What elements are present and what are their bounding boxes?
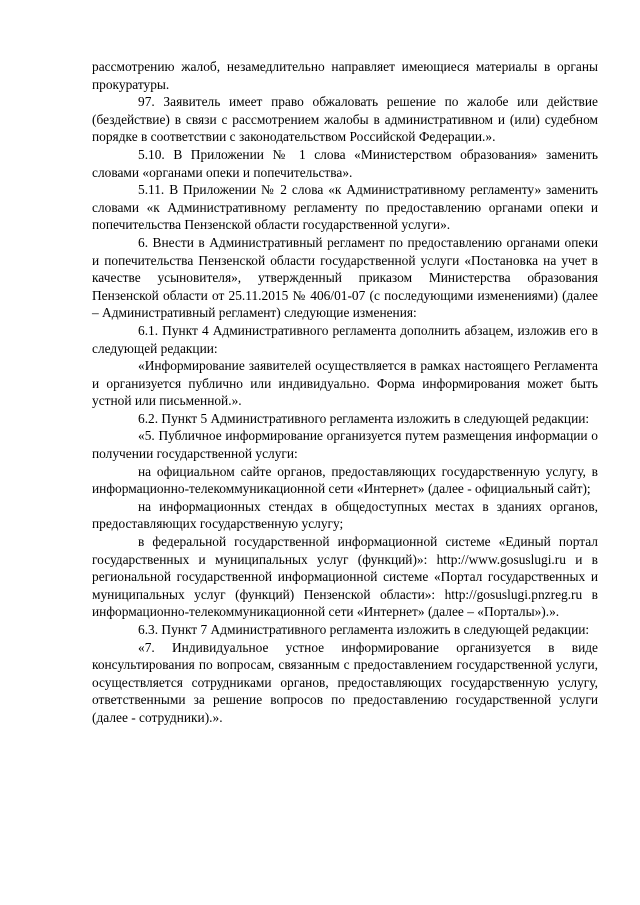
paragraph-quote-item-7: «7. Индивидуальное устное информирование организуется в виде консультирования по вопросам, связанным с предоставлением государственной услуги, осуществляется сотрудниками органов, предоставляющих государственную услугу, ответственными за решение вопросов по предоставлению государственной услуги (далее - сотрудники).». bbox=[92, 639, 598, 725]
document-page bbox=[92, 58, 598, 727]
paragraph-continuation: рассмотрению жалоб, незамедлительно направляет имеющиеся материалы в органы прокуратуры. bbox=[92, 59, 598, 92]
paragraph-item-6-2: 6.2. Пункт 5 Административного регламента изложить в следующей редакции: bbox=[138, 410, 590, 426]
paragraph-item-5-11: 5.11. В Приложении № 2 слова «к Административному регламенту» заменить словами «к Административному регламенту по предоставлению органами опеки и попечительства Пензенской области государственной услуги». bbox=[92, 182, 598, 233]
paragraph-item-6-1: 6.1. Пункт 4 Административного регламента дополнить абзацем, изложив его в следующей редакции: bbox=[92, 322, 598, 356]
paragraph-item-5-10: 5.10. В Приложении № 1 слова «Министерством образования» заменить словами «органами опеки и попечительства». bbox=[92, 146, 598, 180]
paragraph-official-site: на официальном сайте органов, предоставляющих государственную услугу, в информационно-телекоммуникационной сети «Интернет» (далее - официальный сайт); bbox=[92, 463, 598, 497]
paragraph-portals: в федеральной государственной информационной системе «Единый портал государственных и муниципальных услуг (функций)»: http://www.gosuslugi.ru и в региональной государственной информационной системе «Портал государственных и муниципальных услуг (функций) Пензенской области»: http://gosuslugi.pnzreg.ru в информационно-телекоммуникационной сети «Интернет» (далее – «Порталы»).». bbox=[92, 534, 598, 620]
paragraph-info-stands: на информационных стендах в общедоступных местах в зданиях органов, предоставляющих государственную услугу; bbox=[92, 498, 598, 532]
paragraph-quote-item-5: «5. Публичное информирование организуется путем размещения информации о получении государственной услуги: bbox=[92, 428, 598, 462]
paragraph-item-6-3: 6.3. Пункт 7 Административного регламента изложить в следующей редакции: bbox=[138, 622, 590, 637]
paragraph-quote-informing: «Информирование заявителей осуществляется в рамках настоящего Регламента и организуется публично или индивидуально. Форма информирования может быть устной или письменной.». bbox=[92, 358, 598, 409]
paragraph-item-6: 6. Внести в Административный регламент по предоставлению органами опеки и попечительства Пензенской области государственной услуги «Постановка на учет в качестве усыновителя», утвержденный приказом Министерства образования Пензенской области от 25.11.2015 № 406/01-07 (с последующими изменениями) (далее – Административный регламент) следующие изменения: bbox=[92, 234, 598, 321]
paragraph-item-97: 97. Заявитель имеет право обжаловать решение по жалобе или действие (бездействие) в связи с рассмотрением жалобы в административном и (или) судебном порядке в соответствии с законодательством Российской Федерации.». bbox=[92, 94, 598, 145]
